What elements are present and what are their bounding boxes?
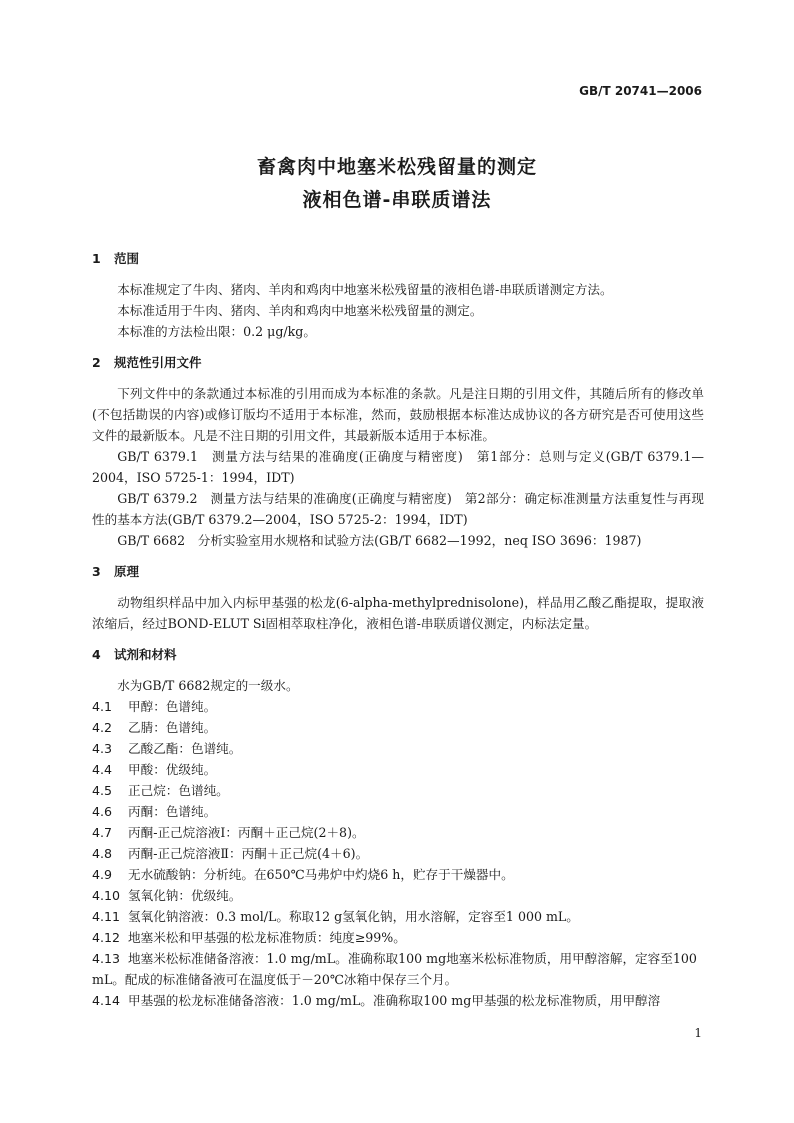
item-text: 无水硫酸钠：分析纯。在650℃马弗炉中灼烧6 h，贮存于干燥器中。 <box>128 867 514 882</box>
item-text: 地塞米松标准储备溶液：1.0 mg/mL。准确称取100 mg地塞米松标准物质，用甲醇溶解，定容至100 mL。配成的标准储备液可在温度低于－20℃冰箱中保存三个月。 <box>92 951 697 987</box>
item-number: 4.11 <box>92 909 121 924</box>
item-text: 氢氧化钠溶液：0.3 mol/L。称取12 g氢氧化钠，用水溶解，定容至1 000 mL。 <box>128 909 579 924</box>
list-item <box>92 948 704 990</box>
item-text: 甲基强的松龙标准储备溶液：1.0 mg/mL。准确称取100 mg甲基强的松龙标准物质，用甲醇溶 <box>128 993 661 1008</box>
item-text: 甲醇：色谱纯。 <box>128 699 217 714</box>
section-title: 范围 <box>114 251 140 266</box>
item-number: 4.4 <box>92 762 113 777</box>
reference-entry: GB/T 6682 分析实验室用水规格和试验方法(GB/T 6682—1992，neq ISO 3696：1987) <box>117 533 642 548</box>
section-title: 试剂和材料 <box>114 647 177 662</box>
item-number: 4.3 <box>92 741 113 756</box>
item-number: 4.1 <box>92 699 113 714</box>
item-text: 乙酸乙酯：色谱纯。 <box>128 741 242 756</box>
item-number: 4.5 <box>92 783 113 798</box>
list-item <box>92 822 704 843</box>
paragraph: 下列文件中的条款通过本标准的引用而成为本标准的条款。凡是注日期的引用文件，其随后所有的修改单(不包括勘误的内容)或修订版均不适用于本标准，然而，鼓励根据本标准达成协议的各方研究是否可使用这些文件的最新版本。凡是不注日期的引用文件，其最新版本适用于本标准。 <box>92 386 704 443</box>
paragraph: 水为GB/T 6682规定的一级水。 <box>117 678 299 693</box>
list-item <box>92 990 704 1011</box>
list-item <box>92 780 704 801</box>
item-number: 4.12 <box>92 930 121 945</box>
section-heading <box>92 561 704 582</box>
item-number: 4.9 <box>92 867 113 882</box>
document-body <box>92 248 704 1011</box>
section-number: 1 <box>92 251 101 266</box>
list-item <box>92 843 704 864</box>
paragraph: 本标准规定了牛肉、猪肉、羊肉和鸡肉中地塞米松残留量的液相色谱-串联质谱测定方法。 <box>117 282 613 297</box>
section-number: 2 <box>92 355 101 370</box>
section-title: 原理 <box>114 564 140 579</box>
list-item <box>92 696 704 717</box>
section-heading <box>92 644 704 665</box>
item-text: 氢氧化钠：优级纯。 <box>128 888 242 903</box>
item-number: 4.13 <box>92 951 121 966</box>
item-number: 4.7 <box>92 825 113 840</box>
reference-entry: GB/T 6379.1 测量方法与结果的准确度(正确度与精密度) 第1部分：总则与定义(GB/T 6379.1—2004，ISO 5725-1：1994，IDT) <box>92 449 704 485</box>
list-item <box>92 927 704 948</box>
list-item <box>92 885 704 906</box>
item-text: 地塞米松和甲基强的松龙标准物质：纯度≥99%。 <box>128 930 406 945</box>
item-number: 4.10 <box>92 888 121 903</box>
document-subtitle: 液相色谱-串联质谱法 <box>302 189 492 211</box>
section-number: 3 <box>92 564 101 579</box>
item-text: 乙腈：色谱纯。 <box>128 720 217 735</box>
item-text: 丙酮：色谱纯。 <box>128 804 217 819</box>
item-text: 丙酮-正己烷溶液Ⅰ：丙酮＋正己烷(2＋8)。 <box>128 825 365 840</box>
paragraph: 动物组织样品中加入内标甲基强的松龙(6-alpha-methylprednisolone)，样品用乙酸乙酯提取，提取液浓缩后，经过BOND-ELUT Si固相萃取柱净化，液相色谱-串联质谱仪测定，内标法定量。 <box>92 595 704 631</box>
item-text: 丙酮-正己烷溶液Ⅱ：丙酮＋正己烷(4＋6)。 <box>128 846 369 861</box>
section-heading <box>92 352 704 373</box>
standard-number: GB/T 20741—2006 <box>579 84 702 98</box>
reference-entry: GB/T 6379.2 测量方法与结果的准确度(正确度与精密度) 第2部分：确定标准测量方法重复性与再现性的基本方法(GB/T 6379.2—2004，ISO 5725-2：1994，IDT) <box>92 491 704 527</box>
paragraph: 本标准的方法检出限：0.2 μg/kg。 <box>117 324 316 339</box>
item-text: 甲酸：优级纯。 <box>128 762 217 777</box>
list-item <box>92 738 704 759</box>
item-number: 4.14 <box>92 993 121 1008</box>
item-text: 正己烷：色谱纯。 <box>128 783 229 798</box>
section-heading <box>92 248 704 269</box>
section-number: 4 <box>92 647 101 662</box>
list-item <box>92 801 704 822</box>
item-number: 4.6 <box>92 804 113 819</box>
item-number: 4.8 <box>92 846 113 861</box>
list-item <box>92 906 704 927</box>
page-number: 1 <box>694 1026 702 1040</box>
list-item <box>92 717 704 738</box>
list-item <box>92 759 704 780</box>
document-title: 畜禽肉中地塞米松残留量的测定 <box>256 156 537 178</box>
item-number: 4.2 <box>92 720 113 735</box>
section-title: 规范性引用文件 <box>114 355 202 370</box>
paragraph: 本标准适用于牛肉、猪肉、羊肉和鸡肉中地塞米松残留量的测定。 <box>117 303 483 318</box>
list-item <box>92 864 704 885</box>
